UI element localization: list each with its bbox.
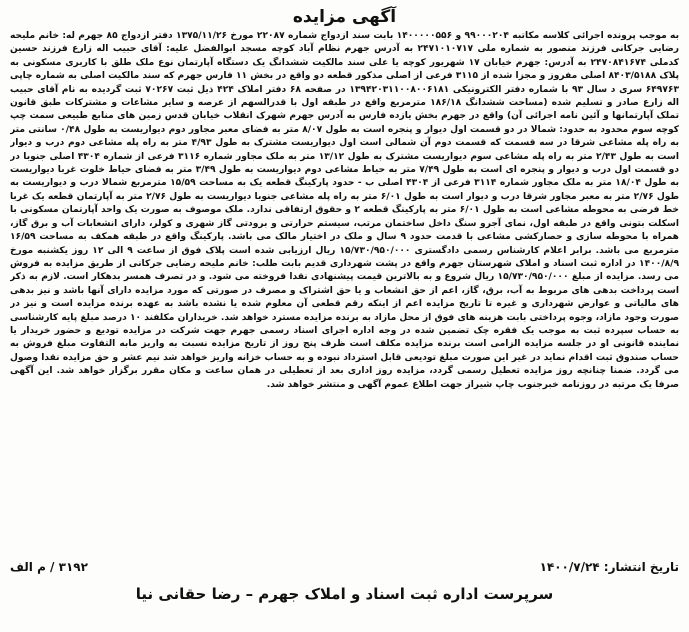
notice-meta-row (10, 558, 679, 576)
publish-date: تاریخ انتشار: ۱۴۰۰/۷/۲۴ (539, 560, 679, 574)
notice-title: آگهی مزایده (292, 7, 397, 27)
notice-body: به موجب پرونده اجرائی کلاسه مکاتبه ۹۹۰۰۰۲۰۴ و ۱۴۰۰۰۰۰۵۵۶ بابت سند ازدواج شماره ۲۲۰۸۷ مورخ ۱۳۷۵/۱۱/۲۶ دفتر ازدواج ۸۵ جهرم له: خانم ملیحه رضایی جرکانی فرزند منصور به شماره ملی ۲۴۷۱۰۱۰۷۱۷ به آدرس جهرم نظام آباد کوچه مسجد ابوالفضل علیه: آقای حبیب اله زارع فرزند حسین کدملی ۲۴۷۰۸۴۱۶۷۴ به آدرس: جهرم خیابان ۱۷ شهریور کوچه یا علی سند مالکیت ششدانگ یک دستگاه آپارتمان نوع ملک طلق با کاربری مسکونی به پلاک ۸۴۰۳/۵۱۸۸ اصلی مفروز و مجزا شده از ۳۱۱۵ فرعی از اصلی مذکور قطعه دو واقع در بخش ۱۱ فارس جهرم که سند مالکیت اصلی به شماره چاپی ۶۴۹۷۶۳ سری د سال ۹۳ با شماره دفتر الکترونیکی ۱۳۹۴۲۰۳۱۱۰۰۸۰۰۶۱۸۱ در صفحه ۶۸ دفتر املاک ۴۲۴ ذیل ثبت ۷۰۲۶۷ ثبت گردیده به نام آقای حبیب اله زارع صادر و تسلیم شده (مساحت ششدانگ ۱۸۶/۱۸ مترمربع واقع در طبقه اول با قدرالسهم از عرصه و سایر مشاعات و مشترکات طبق قانون تملک آپارتمانها و آئین نامه اجرائی آن) واقع در جهرم بخش یازده فارس به آدرس جهرم شهرک انقلاب خیابان قدس زمین های منابع طبیعی سمت چپ کوچه سوم محدود به حدود: شمالا در دو قسمت اول دیوار و پنجره است به طول ۸/۰۷ متر به فضای معبر مجاور دوم دیواریست به طول ۰/۴۸ سانتی متر به راه پله مشاعی شرقا در سه قسمت که قسمت دوم آن شمالی است اول دیواریست مشترک به طول ۴/۹۳ متر به راه پله مشاعی دوم درب و دیوار است به طول ۲/۴۳ متر به راه پله مشاعی سوم دیواریست مشترک به طول ۱۳/۱۲ متر به ملک مجاور شماره ۳۱۱۶ فرعی از شماره ۴۳۰۴ اصلی جنوبا در دو قسمت اول درب و دیوار و پنجره ای است به طول ۷/۴۹ متر به حیاط مشاعی دوم دیواریست به طول ۳/۴۹ متر به فضای حیاط خلوت غربا دیواریست به طول ۱۸/۰۴ متر به ملک مجاور شماره ۳۱۱۴ فرعی از ۴۳۰۴ اصلی ب - حدود پارکینگ قطعه یک به مساحت ۱۵/۵۹ مترمربع شمالا درب و دیواریست به طول ۲/۷۶ متر به معبر مجاور شرقا درب و دیوار است به طول ۶/۰۱ متر به راه پله مشاعی جنوبا دیواریست به طول ۲/۷۶ متر به آپارتمان قطعه یک غربا خط فرضی به محوطه مشاعی است به طول ۶/۰۱ متر به پارکینگ قطعه ۲ و حقوق ارتفاقی ندارد. ملک موصوف به صورت یک واحد آپارتمان مسکونی با اسکلت بتونی واقع در طبقه اول، نمای آجرو سنگ داخل ساختمان مرتب، سیستم حرارتی و برودتی گاز شهری و کولر، دارای انشعابات آب و برق گاز، همراه با محوطه سازی و حصارکشی مشاعی با قدمت حدود ۹ سال و ملک در اختیار مالک می باشد. پارکینگ واقع در طبقه همکف به مساحت ۱۶/۵۹ مترمربع می باشد. برابر اعلام کارشناس رسمی دادگستری ۱۵/۷۳۰/۹۵۰/۰۰۰ ریال ارزیابی شده است پلاک فوق از ساعت ۹ الی ۱۲ روز یکشنبه مورخ ۱۴۰۰/۸/۹ در اداره ثبت اسناد و املاک شهرستان جهرم واقع در پشت شهرداری قدیم بابت طلب: خانم ملیحه رضایی جرکانی از طریق مزایده به فروش می رسد. مزایده از مبلغ ۱۵/۷۳۰/۹۵۰/۰۰۰ ریال شروع و به بالاترین قیمت پیشنهادی نقدا فروخته می شود. و در تصرف همسر بدهکار است. لازم به ذکر است پرداخت بدهی های مربوط به آب، برق، گاز، اعم از حق انشعاب و یا حق اشتراک و مصرف در صورتی که مورد مزایده دارای آنها باشد و نیز بدهی های مالیاتی و عوارض شهرداری و غیره تا تاریخ مزایده اعم از اینکه رقم قطعی آن معلوم شده یا نشده باشد به عهده برنده مزایده است و نیز در صورت وجود مازاد، وجوه پرداختی بابت هزینه های فوق از محل مازاد به برنده مزایده مسترد خواهد شد. خریداران مکلفند ۱۰ درصد مبلغ پایه کارشناسی به حساب سپرده ثبت به موجب یک فقره چک تضمین شده در وجه اداره اجرای اسناد رسمی جهرم جهت شرکت در مزایده تودیع و حضور خریدار یا نماینده قانونی او در جلسه مزایده الزامی است برنده مزایده مکلف است ظرف پنج روز از تاریخ مزایده نسبت به واریز مابه التفاوت مبلغ فروش به حساب صندوق ثبت اقدام نماید در غیر این صورت مبلغ تودیعی قابل استرداد نبوده و به حساب خزانه واریز خواهد شد نیم عشر و حق مزایده نقدا وصول می گردد. ضمنا چنانچه روز مزایده تعطیل رسمی گردد، مزایده روز اداری بعد از تعطیلی در همان ساعت و مکان مقرر برگزار خواهد شد. این آگهی صرفا یک مرتبه در روزنامه خبرجنوب چاپ شیراز جهت اطلاع عموم آگهی و منتشر خواهد شد. (10, 31, 679, 390)
notice-signature: سرپرست اداره ثبت اسناد و املاک جهرم – رضا حقانی نیا (135, 585, 554, 603)
reference-number: ۳۱۹۲ / م الف (10, 560, 88, 574)
